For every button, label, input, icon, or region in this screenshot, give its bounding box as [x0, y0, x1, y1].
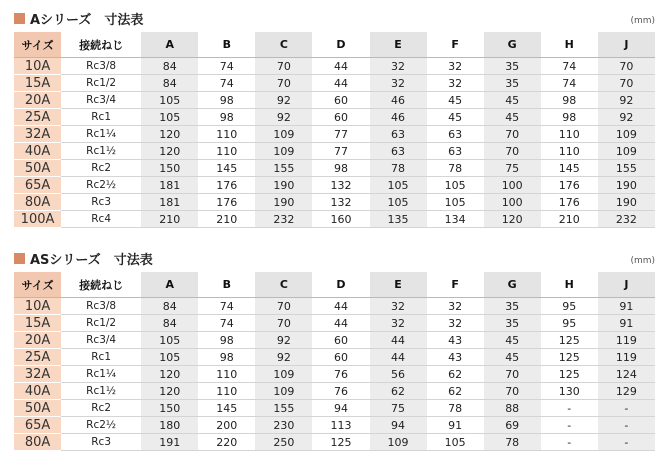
thread-cell: Rc3/8: [61, 298, 141, 315]
dimension-cell-b: 145: [198, 400, 255, 417]
dimension-cell-f: 78: [427, 400, 484, 417]
dimension-cell-h: 110: [541, 143, 598, 160]
dimension-cell-b: 98: [198, 92, 255, 109]
dimension-cell-d: 44: [312, 298, 369, 315]
dimension-cell-f: 32: [427, 75, 484, 92]
header-a: A: [141, 272, 198, 298]
dimension-cell-a: 84: [141, 298, 198, 315]
dimension-cell-f: 45: [427, 109, 484, 126]
dimension-cell-g: 45: [484, 109, 541, 126]
dimension-cell-f: 91: [427, 417, 484, 434]
header-thread: 接続ねじ: [61, 32, 141, 58]
size-cell: 50A: [14, 400, 61, 417]
a-series-table: [14, 32, 655, 228]
dimension-cell-a: 180: [141, 417, 198, 434]
dimension-cell-a: 105: [141, 332, 198, 349]
dimension-cell-f: 43: [427, 349, 484, 366]
header-size: サイズ: [14, 272, 61, 298]
size-cell: 40A: [14, 143, 61, 160]
table-row: [14, 177, 655, 194]
thread-cell: Rc1¼: [61, 366, 141, 383]
size-cell: 25A: [14, 349, 61, 366]
a-series-heading: [14, 8, 655, 28]
size-cell: 20A: [14, 332, 61, 349]
dimension-cell-e: 78: [370, 160, 427, 177]
dimension-cell-h: 125: [541, 366, 598, 383]
as-series-heading: [14, 248, 655, 268]
dimension-cell-b: 176: [198, 177, 255, 194]
header-a: A: [141, 32, 198, 58]
dimension-cell-j: 92: [598, 109, 655, 126]
dimension-cell-f: 105: [427, 194, 484, 211]
dimension-cell-j: 91: [598, 315, 655, 332]
dimension-cell-f: 105: [427, 434, 484, 451]
dimension-cell-c: 92: [255, 349, 312, 366]
dimension-cell-g: 88: [484, 400, 541, 417]
dimension-cell-c: 92: [255, 332, 312, 349]
dimension-cell-g: 45: [484, 349, 541, 366]
dimension-cell-g: 100: [484, 177, 541, 194]
table-row: [14, 92, 655, 109]
header-f: F: [427, 272, 484, 298]
dimension-cell-j: 91: [598, 298, 655, 315]
dimension-cell-a: 191: [141, 434, 198, 451]
dimension-cell-h: 74: [541, 75, 598, 92]
thread-cell: Rc2½: [61, 417, 141, 434]
size-cell: 32A: [14, 366, 61, 383]
dimension-cell-a: 105: [141, 92, 198, 109]
dimension-cell-h: -: [541, 417, 598, 434]
dimension-cell-e: 32: [370, 315, 427, 332]
header-g: G: [484, 272, 541, 298]
dimension-cell-d: 125: [312, 434, 369, 451]
dimension-cell-j: -: [598, 434, 655, 451]
size-cell: 20A: [14, 92, 61, 109]
dimension-cell-c: 109: [255, 383, 312, 400]
size-cell: 10A: [14, 58, 61, 75]
table-row: [14, 315, 655, 332]
dimension-cell-f: 78: [427, 160, 484, 177]
dimension-cell-b: 98: [198, 109, 255, 126]
dimension-cell-h: 125: [541, 349, 598, 366]
dimension-cell-e: 63: [370, 126, 427, 143]
dimension-cell-j: 190: [598, 194, 655, 211]
dimension-cell-b: 110: [198, 383, 255, 400]
dimension-cell-j: 124: [598, 366, 655, 383]
dimension-cell-j: 109: [598, 126, 655, 143]
dimension-cell-c: 230: [255, 417, 312, 434]
dimension-cell-g: 70: [484, 383, 541, 400]
table-row: [14, 366, 655, 383]
dimension-cell-a: 120: [141, 126, 198, 143]
header-e: E: [370, 272, 427, 298]
dimension-cell-e: 105: [370, 177, 427, 194]
dimension-cell-e: 44: [370, 349, 427, 366]
dimension-cell-h: 210: [541, 211, 598, 228]
dimension-cell-b: 74: [198, 58, 255, 75]
dimension-cell-h: 130: [541, 383, 598, 400]
size-cell: 65A: [14, 177, 61, 194]
dimension-cell-e: 32: [370, 58, 427, 75]
table-header-row: [14, 272, 655, 298]
dimension-cell-d: 160: [312, 211, 369, 228]
dimension-cell-e: 62: [370, 383, 427, 400]
table-row: [14, 126, 655, 143]
dimension-cell-d: 94: [312, 400, 369, 417]
dimension-cell-g: 35: [484, 315, 541, 332]
dimension-cell-c: 70: [255, 315, 312, 332]
thread-cell: Rc3/4: [61, 332, 141, 349]
dimension-cell-h: 110: [541, 126, 598, 143]
dimension-cell-d: 76: [312, 366, 369, 383]
header-d: D: [312, 32, 369, 58]
dimension-cell-a: 105: [141, 109, 198, 126]
dimension-cell-j: 92: [598, 92, 655, 109]
dimension-cell-a: 84: [141, 315, 198, 332]
dimension-cell-e: 75: [370, 400, 427, 417]
dimension-cell-c: 250: [255, 434, 312, 451]
header-size: サイズ: [14, 32, 61, 58]
dimension-cell-a: 120: [141, 143, 198, 160]
header-c: C: [255, 32, 312, 58]
table-row: [14, 194, 655, 211]
dimension-cell-e: 32: [370, 298, 427, 315]
thread-cell: Rc3: [61, 194, 141, 211]
dimension-cell-g: 75: [484, 160, 541, 177]
dimension-cell-c: 70: [255, 58, 312, 75]
thread-cell: Rc1½: [61, 383, 141, 400]
dimension-cell-d: 60: [312, 92, 369, 109]
dimension-cell-c: 92: [255, 109, 312, 126]
dimension-cell-g: 69: [484, 417, 541, 434]
dimension-cell-a: 150: [141, 160, 198, 177]
dimension-cell-c: 232: [255, 211, 312, 228]
thread-cell: Rc3: [61, 434, 141, 451]
table-row: [14, 383, 655, 400]
dimension-cell-a: 181: [141, 194, 198, 211]
as-series-table: [14, 272, 655, 451]
dimension-cell-h: 98: [541, 109, 598, 126]
dimension-cell-e: 44: [370, 332, 427, 349]
header-e: E: [370, 32, 427, 58]
dimension-cell-e: 56: [370, 366, 427, 383]
dimension-cell-b: 74: [198, 298, 255, 315]
dimension-cell-f: 45: [427, 92, 484, 109]
dimension-cell-e: 105: [370, 194, 427, 211]
table-row: [14, 434, 655, 451]
header-j: J: [598, 272, 655, 298]
table-row: [14, 160, 655, 177]
dimension-cell-f: 63: [427, 143, 484, 160]
dimension-cell-h: 95: [541, 315, 598, 332]
header-h: H: [541, 272, 598, 298]
dimension-cell-b: 110: [198, 366, 255, 383]
dimension-cell-c: 109: [255, 366, 312, 383]
dimension-cell-d: 60: [312, 349, 369, 366]
thread-cell: Rc2½: [61, 177, 141, 194]
header-thread: 接続ねじ: [61, 272, 141, 298]
thread-cell: Rc4: [61, 211, 141, 228]
heading-marker-icon: [14, 253, 25, 264]
dimension-cell-f: 32: [427, 298, 484, 315]
dimension-cell-f: 43: [427, 332, 484, 349]
dimension-cell-a: 84: [141, 75, 198, 92]
table-row: [14, 417, 655, 434]
dimension-cell-f: 134: [427, 211, 484, 228]
dimension-cell-j: 232: [598, 211, 655, 228]
dimension-cell-f: 62: [427, 366, 484, 383]
dimension-cell-a: 120: [141, 383, 198, 400]
dimension-cell-h: 95: [541, 298, 598, 315]
dimension-cell-j: 119: [598, 332, 655, 349]
dimension-cell-b: 98: [198, 349, 255, 366]
thread-cell: Rc1/2: [61, 315, 141, 332]
table-row: [14, 298, 655, 315]
thread-cell: Rc2: [61, 400, 141, 417]
dimension-cell-d: 132: [312, 177, 369, 194]
dimension-cell-b: 145: [198, 160, 255, 177]
dimension-cell-g: 78: [484, 434, 541, 451]
dimension-cell-f: 32: [427, 58, 484, 75]
dimension-cell-e: 46: [370, 92, 427, 109]
dimension-cell-j: 70: [598, 58, 655, 75]
dimension-cell-c: 70: [255, 298, 312, 315]
header-b: B: [198, 272, 255, 298]
dimension-cell-h: 74: [541, 58, 598, 75]
dimension-cell-b: 176: [198, 194, 255, 211]
dimension-cell-d: 113: [312, 417, 369, 434]
table-row: [14, 109, 655, 126]
dimension-cell-c: 92: [255, 92, 312, 109]
dimension-cell-f: 105: [427, 177, 484, 194]
header-c: C: [255, 272, 312, 298]
dimension-cell-c: 190: [255, 194, 312, 211]
dimension-cell-j: 70: [598, 75, 655, 92]
thread-cell: Rc1/2: [61, 75, 141, 92]
dimension-cell-b: 210: [198, 211, 255, 228]
dimension-cell-h: 125: [541, 332, 598, 349]
dimension-cell-c: 190: [255, 177, 312, 194]
size-cell: 80A: [14, 194, 61, 211]
dimension-cell-j: 119: [598, 349, 655, 366]
size-cell: 32A: [14, 126, 61, 143]
table-row: [14, 332, 655, 349]
dimension-cell-j: -: [598, 400, 655, 417]
thread-cell: Rc2: [61, 160, 141, 177]
dimension-cell-b: 74: [198, 75, 255, 92]
dimension-cell-e: 109: [370, 434, 427, 451]
dimension-cell-c: 109: [255, 126, 312, 143]
dimension-cell-j: 190: [598, 177, 655, 194]
dimension-cell-a: 150: [141, 400, 198, 417]
heading-marker-icon: [14, 13, 25, 24]
dimension-cell-g: 35: [484, 298, 541, 315]
header-b: B: [198, 32, 255, 58]
dimension-cell-h: 98: [541, 92, 598, 109]
size-cell: 40A: [14, 383, 61, 400]
size-cell: 80A: [14, 434, 61, 451]
dimension-cell-d: 44: [312, 315, 369, 332]
size-cell: 65A: [14, 417, 61, 434]
dimension-cell-e: 135: [370, 211, 427, 228]
size-cell: 100A: [14, 211, 61, 228]
dimension-cell-a: 84: [141, 58, 198, 75]
dimension-cell-d: 77: [312, 126, 369, 143]
thread-cell: Rc3/4: [61, 92, 141, 109]
dimension-cell-g: 45: [484, 92, 541, 109]
dimension-cell-h: -: [541, 434, 598, 451]
dimension-cell-h: 176: [541, 177, 598, 194]
dimension-cell-j: 155: [598, 160, 655, 177]
table-row: [14, 143, 655, 160]
dimension-cell-b: 220: [198, 434, 255, 451]
dimension-cell-d: 76: [312, 383, 369, 400]
dimension-cell-f: 32: [427, 315, 484, 332]
a-series-unit: (mm): [630, 16, 655, 26]
dimension-cell-j: 129: [598, 383, 655, 400]
dimension-cell-d: 98: [312, 160, 369, 177]
dimension-cell-c: 155: [255, 160, 312, 177]
header-g: G: [484, 32, 541, 58]
size-cell: 15A: [14, 75, 61, 92]
size-cell: 15A: [14, 315, 61, 332]
dimension-cell-h: -: [541, 400, 598, 417]
dimension-cell-j: 109: [598, 143, 655, 160]
table-row: [14, 211, 655, 228]
thread-cell: Rc1: [61, 109, 141, 126]
thread-cell: Rc3/8: [61, 58, 141, 75]
dimension-cell-j: -: [598, 417, 655, 434]
dimension-cell-a: 210: [141, 211, 198, 228]
as-series-unit: (mm): [630, 256, 655, 266]
dimension-cell-h: 176: [541, 194, 598, 211]
dimension-cell-d: 60: [312, 332, 369, 349]
dimension-cell-g: 70: [484, 143, 541, 160]
header-d: D: [312, 272, 369, 298]
header-h: H: [541, 32, 598, 58]
dimension-cell-d: 132: [312, 194, 369, 211]
header-j: J: [598, 32, 655, 58]
dimension-cell-b: 98: [198, 332, 255, 349]
dimension-cell-g: 45: [484, 332, 541, 349]
dimension-cell-b: 110: [198, 126, 255, 143]
dimension-cell-f: 63: [427, 126, 484, 143]
table-row: [14, 75, 655, 92]
as-series-section: [14, 248, 655, 451]
table-row: [14, 58, 655, 75]
dimension-cell-e: 63: [370, 143, 427, 160]
table-row: [14, 349, 655, 366]
dimension-cell-a: 105: [141, 349, 198, 366]
dimension-cell-e: 46: [370, 109, 427, 126]
dimension-cell-b: 200: [198, 417, 255, 434]
size-cell: 50A: [14, 160, 61, 177]
dimension-cell-g: 120: [484, 211, 541, 228]
thread-cell: Rc1½: [61, 143, 141, 160]
dimension-cell-g: 100: [484, 194, 541, 211]
dimension-cell-g: 70: [484, 366, 541, 383]
table-header-row: [14, 32, 655, 58]
thread-cell: Rc1: [61, 349, 141, 366]
dimension-cell-b: 110: [198, 143, 255, 160]
dimension-cell-d: 60: [312, 109, 369, 126]
dimension-cell-g: 70: [484, 126, 541, 143]
dimension-cell-a: 120: [141, 366, 198, 383]
dimension-cell-g: 35: [484, 58, 541, 75]
size-cell: 25A: [14, 109, 61, 126]
size-cell: 10A: [14, 298, 61, 315]
table-row: [14, 400, 655, 417]
dimension-cell-c: 155: [255, 400, 312, 417]
thread-cell: Rc1¼: [61, 126, 141, 143]
dimension-cell-e: 94: [370, 417, 427, 434]
dimension-cell-e: 32: [370, 75, 427, 92]
dimension-cell-d: 77: [312, 143, 369, 160]
dimension-cell-d: 44: [312, 58, 369, 75]
dimension-cell-b: 74: [198, 315, 255, 332]
a-series-title: Aシリーズ 寸法表: [30, 13, 144, 28]
header-f: F: [427, 32, 484, 58]
dimension-cell-a: 181: [141, 177, 198, 194]
a-series-section: [14, 8, 655, 228]
as-series-title: ASシリーズ 寸法表: [30, 253, 153, 268]
dimension-cell-h: 145: [541, 160, 598, 177]
dimension-cell-c: 109: [255, 143, 312, 160]
dimension-cell-f: 62: [427, 383, 484, 400]
dimension-cell-d: 44: [312, 75, 369, 92]
dimension-cell-g: 35: [484, 75, 541, 92]
dimension-cell-c: 70: [255, 75, 312, 92]
